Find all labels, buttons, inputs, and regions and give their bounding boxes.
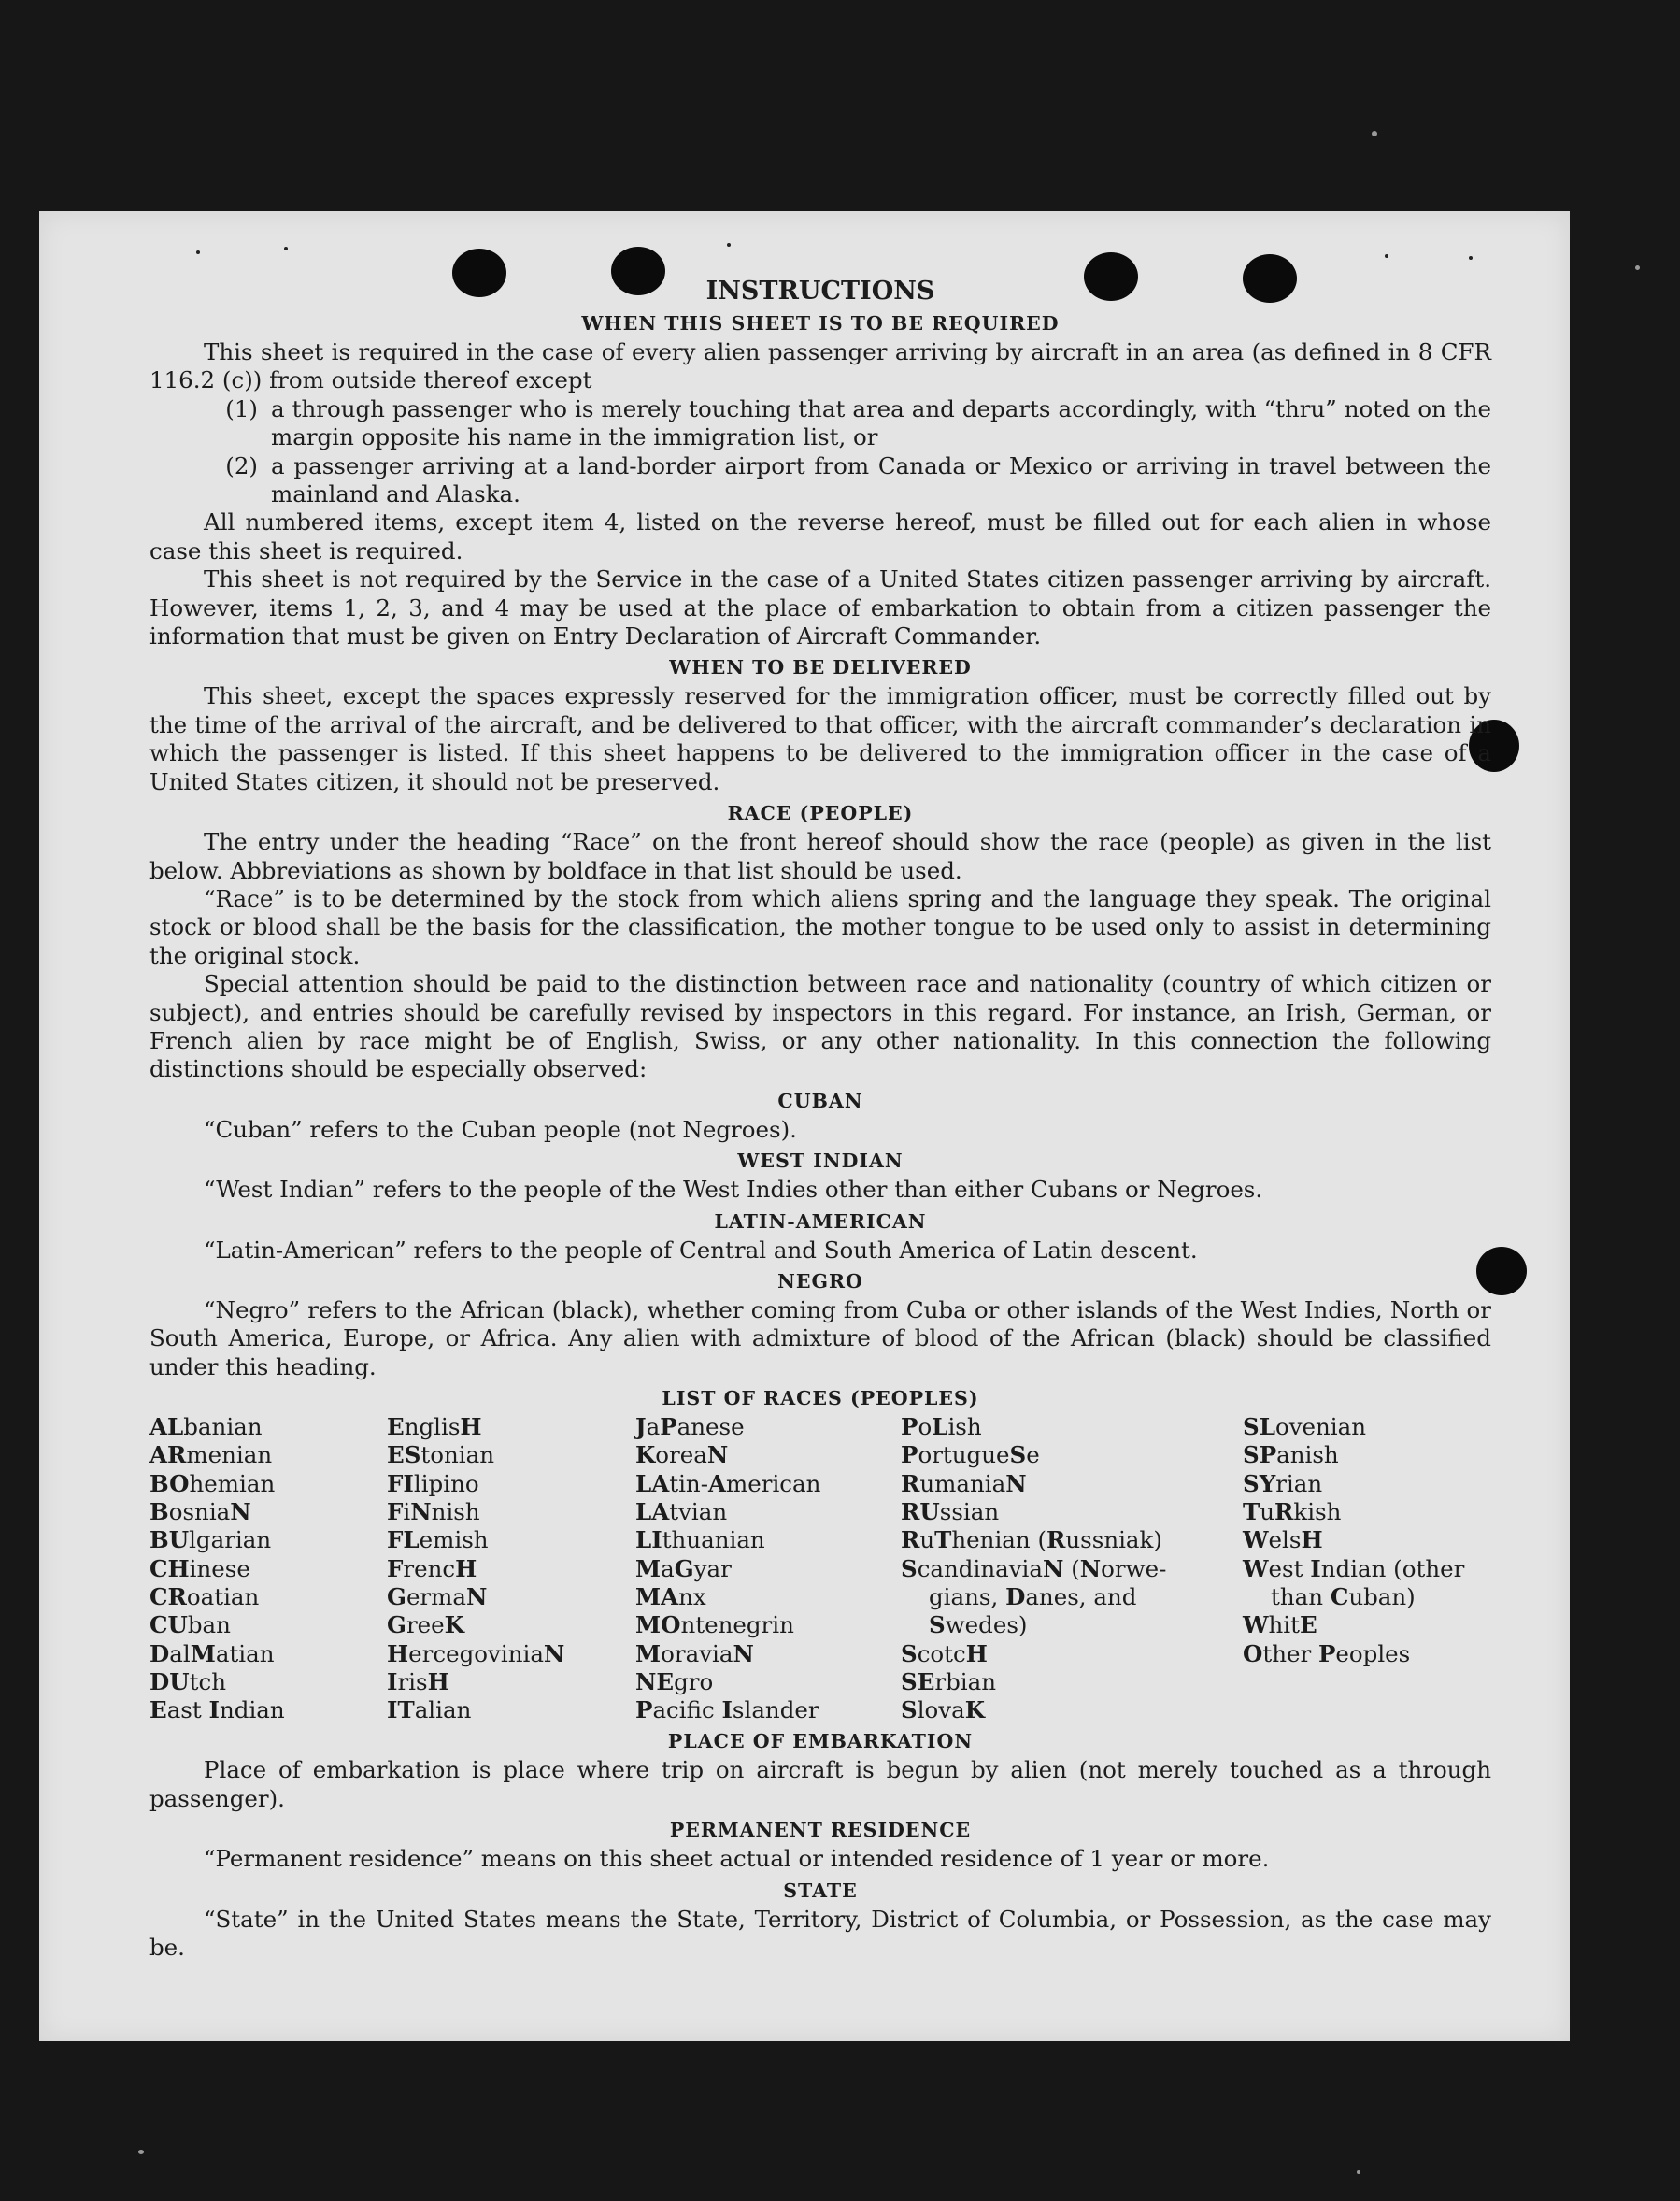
race-entry: RumaniaN bbox=[901, 1469, 1027, 1497]
race-entry: ARmenian bbox=[149, 1441, 273, 1469]
paragraph: “Race” is to be determined by the stock from which aliens spring and the language they speak. The original stock or blood shall be the basis for the classification, the mother tongue to be used only to assist in determining the original stock. bbox=[149, 884, 1491, 969]
race-entry: CRoatian bbox=[149, 1582, 260, 1610]
list-item bbox=[149, 395, 1491, 452]
item-number: (2) bbox=[225, 451, 258, 479]
section-heading: PERMANENT RESIDENCE bbox=[669, 1819, 972, 1842]
race-entry: WhitE bbox=[1243, 1611, 1317, 1639]
race-entry: ScotcH bbox=[901, 1639, 988, 1667]
races-column bbox=[1243, 1413, 1491, 1724]
race-entry: SYrian bbox=[1243, 1469, 1323, 1497]
race-entry: WelsH bbox=[1243, 1526, 1323, 1554]
race-entry: ALbanian bbox=[149, 1413, 263, 1441]
item-text: a passenger arriving at a land-border airport from Canada or Mexico or arriving in travel between the mainland and Alaska. bbox=[271, 451, 1491, 508]
paper-speck bbox=[1469, 256, 1473, 260]
race-entry: East Indian bbox=[149, 1696, 285, 1724]
race-entry: Other Peoples bbox=[1243, 1639, 1411, 1667]
paper-speck bbox=[196, 250, 200, 254]
race-entry: LAtin-American bbox=[635, 1469, 821, 1497]
section-heading: PLACE OF EMBARKATION bbox=[667, 1730, 974, 1753]
race-entry: IrisH bbox=[387, 1667, 449, 1695]
section-heading: WHEN TO BE DELIVERED bbox=[669, 656, 972, 679]
paper-speck bbox=[1385, 254, 1388, 258]
race-entry: GreeK bbox=[387, 1611, 464, 1639]
section-heading: WEST INDIAN bbox=[737, 1150, 904, 1173]
scan-speck bbox=[138, 2150, 144, 2154]
race-entry: HercegoviniaN bbox=[387, 1639, 565, 1667]
document-title: INSTRUCTIONS bbox=[705, 277, 935, 306]
scan-speck bbox=[1635, 265, 1640, 270]
race-entry: SPanish bbox=[1243, 1441, 1339, 1469]
race-entry: RuThenian (Russniak) bbox=[901, 1526, 1162, 1554]
section-heading: LIST OF RACES (PEOPLES) bbox=[662, 1387, 979, 1410]
paragraph: This sheet is required in the case of every alien passenger arriving by aircraft in an area (as defined in 8 CFR 116.2 (c)) from outside thereof except bbox=[149, 338, 1491, 394]
race-entry: than Cuban) bbox=[1271, 1582, 1416, 1610]
paragraph: This sheet, except the spaces expressly reserved for the immigration officer, must be correctly filled out by the time of the arrival of the aircraft, and be delivered to that officer, with the aircraft commander’s declaration in which the passenger is listed. If this sheet happens to be delivered to the immigration officer in the case of a United States citizen, it should not be preserved. bbox=[149, 682, 1491, 795]
races-column bbox=[387, 1413, 635, 1724]
race-entry: EnglisH bbox=[387, 1413, 482, 1441]
scan-speck bbox=[1372, 131, 1377, 136]
paragraph: All numbered items, except item 4, listed on the reverse hereof, must be filled out for each alien in whose case this sheet is required. bbox=[149, 508, 1491, 565]
race-entry: Swedes) bbox=[929, 1611, 1028, 1639]
paragraph: The entry under the heading “Race” on the front hereof should show the race (people) as given in the list below. Abbreviations as shown by boldface in that list should be used. bbox=[149, 828, 1491, 884]
race-entry: CUban bbox=[149, 1611, 231, 1639]
section-heading: STATE bbox=[783, 1879, 858, 1902]
section-heading: RACE (PEOPLE) bbox=[727, 802, 914, 825]
races-column bbox=[901, 1413, 1243, 1724]
paragraph: “Negro” refers to the African (black), whether coming from Cuba or other islands of the West Indies, North or South America, Europe, or Africa. Any alien with admixture of blood of the African (black) should be classified under this heading. bbox=[149, 1295, 1491, 1380]
paper-speck bbox=[727, 243, 731, 247]
race-entry: MoraviaN bbox=[635, 1639, 754, 1667]
race-entry: gians, Danes, and bbox=[929, 1582, 1137, 1610]
item-number: (1) bbox=[225, 394, 258, 422]
race-entry: LIthuanian bbox=[635, 1526, 765, 1554]
race-entry: GermaN bbox=[387, 1582, 488, 1610]
document-page bbox=[39, 211, 1570, 2041]
race-entry: MaGyar bbox=[635, 1554, 732, 1582]
race-entry: NEgro bbox=[635, 1667, 714, 1695]
paragraph: “State” in the United States means the State, Territory, District of Columbia, or Possession, as the case may be. bbox=[149, 1905, 1491, 1962]
item-text: a through passenger who is merely touching that area and departs accordingly, with “thru” noted on the margin opposite his name in the immigration list, or bbox=[271, 394, 1491, 451]
paragraph: “Latin-American” refers to the people of Central and South America of Latin descent. bbox=[204, 1236, 1198, 1264]
paragraph: “Cuban” refers to the Cuban people (not Negroes). bbox=[204, 1115, 797, 1143]
paragraph: Special attention should be paid to the distinction between race and nationality (country of which citizen or subject), and entries should be carefully revised by inspectors in this regard. For instance, an Irish, German, or French alien by race might be of English, Swiss, or any other nationality. In this connection the following distinctions should be especially observed: bbox=[149, 970, 1491, 1083]
races-column bbox=[635, 1413, 901, 1724]
race-entry: JaPanese bbox=[635, 1413, 745, 1441]
paragraph: Place of embarkation is place where trip on aircraft is begun by alien (not merely touched as a through passenger). bbox=[149, 1756, 1491, 1812]
race-entry: MOntenegrin bbox=[635, 1611, 794, 1639]
scan-speck bbox=[1357, 2170, 1360, 2174]
section-heading: LATIN-AMERICAN bbox=[714, 1209, 927, 1233]
race-entry: FiNnish bbox=[387, 1498, 480, 1526]
paper-speck bbox=[284, 247, 288, 250]
race-entry: TuRkish bbox=[1243, 1498, 1342, 1526]
race-entry: SLovenian bbox=[1243, 1413, 1367, 1441]
race-entry: BUlgarian bbox=[149, 1526, 272, 1554]
list-item bbox=[149, 452, 1491, 509]
race-entry: West Indian (other bbox=[1243, 1554, 1465, 1582]
race-entry: ScandinaviaN (Norwe- bbox=[901, 1554, 1167, 1582]
race-entry: MAnx bbox=[635, 1582, 706, 1610]
race-entry: BOhemian bbox=[149, 1469, 276, 1497]
race-entry: FIlipino bbox=[387, 1469, 479, 1497]
section-heading: WHEN THIS SHEET IS TO BE REQUIRED bbox=[581, 312, 1060, 335]
race-entry: FrencH bbox=[387, 1554, 477, 1582]
race-entry: PoLish bbox=[901, 1413, 982, 1441]
race-entry: SErbian bbox=[901, 1667, 997, 1695]
paragraph: “Permanent residence” means on this sheet actual or intended residence of 1 year or more. bbox=[204, 1845, 1270, 1873]
race-entry: BosniaN bbox=[149, 1498, 251, 1526]
paragraph: This sheet is not required by the Service in the case of a United States citizen passenger arriving by aircraft. However, items 1, 2, 3, and 4 may be used at the place of embarkation to obtain from a citizen passenger the information that must be given on Entry Declaration of Aircraft Commander. bbox=[149, 565, 1491, 650]
section-heading: CUBAN bbox=[777, 1089, 863, 1112]
paragraph: “West Indian” refers to the people of the West Indies other than either Cubans or Negroes. bbox=[204, 1176, 1263, 1204]
races-list bbox=[149, 1413, 1491, 1724]
race-entry: SlovaK bbox=[901, 1696, 986, 1724]
section-heading: NEGRO bbox=[777, 1269, 863, 1293]
race-entry: KoreaN bbox=[635, 1441, 729, 1469]
race-entry: LAtvian bbox=[635, 1498, 728, 1526]
race-entry: Pacific Islander bbox=[635, 1696, 819, 1724]
race-entry: PortugueSe bbox=[901, 1441, 1040, 1469]
race-entry: EStonian bbox=[387, 1441, 494, 1469]
race-entry: DUtch bbox=[149, 1667, 226, 1695]
race-entry: CHinese bbox=[149, 1554, 250, 1582]
race-entry: ITalian bbox=[387, 1696, 472, 1724]
race-entry: RUssian bbox=[901, 1498, 1000, 1526]
races-column bbox=[149, 1413, 387, 1724]
instructions-content bbox=[149, 277, 1491, 1962]
race-entry: DalMatian bbox=[149, 1639, 275, 1667]
race-entry: FLemish bbox=[387, 1526, 489, 1554]
